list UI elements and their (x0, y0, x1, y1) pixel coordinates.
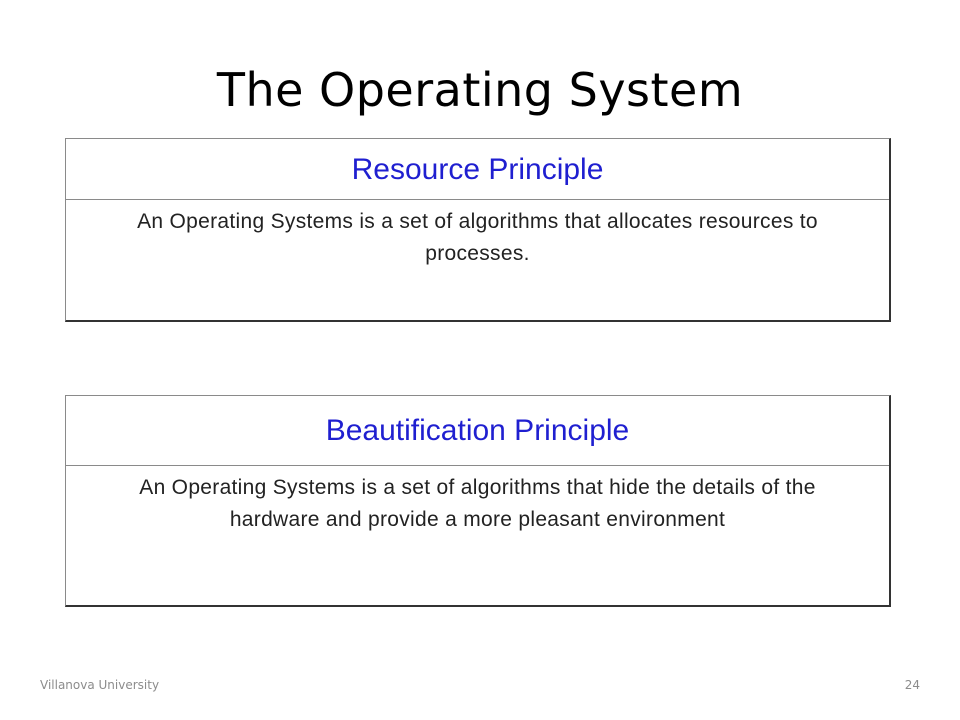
footer-institution: Villanova University (40, 678, 160, 692)
footer-page-number: 24 (904, 678, 920, 692)
resource-principle-body: An Operating Systems is a set of algorithms that allocates resources to processes. (137, 210, 818, 265)
slide-title: The Operating System (216, 63, 744, 117)
resource-principle-header: Resource Principle (66, 139, 889, 200)
resource-principle-box (65, 138, 891, 322)
beautification-principle-body: An Operating Systems is a set of algorithms that hide the details of the hardware and provide a more pleasant environment (139, 476, 816, 531)
beautification-principle-header: Beautification Principle (66, 396, 889, 466)
beautification-principle-box (65, 395, 891, 607)
